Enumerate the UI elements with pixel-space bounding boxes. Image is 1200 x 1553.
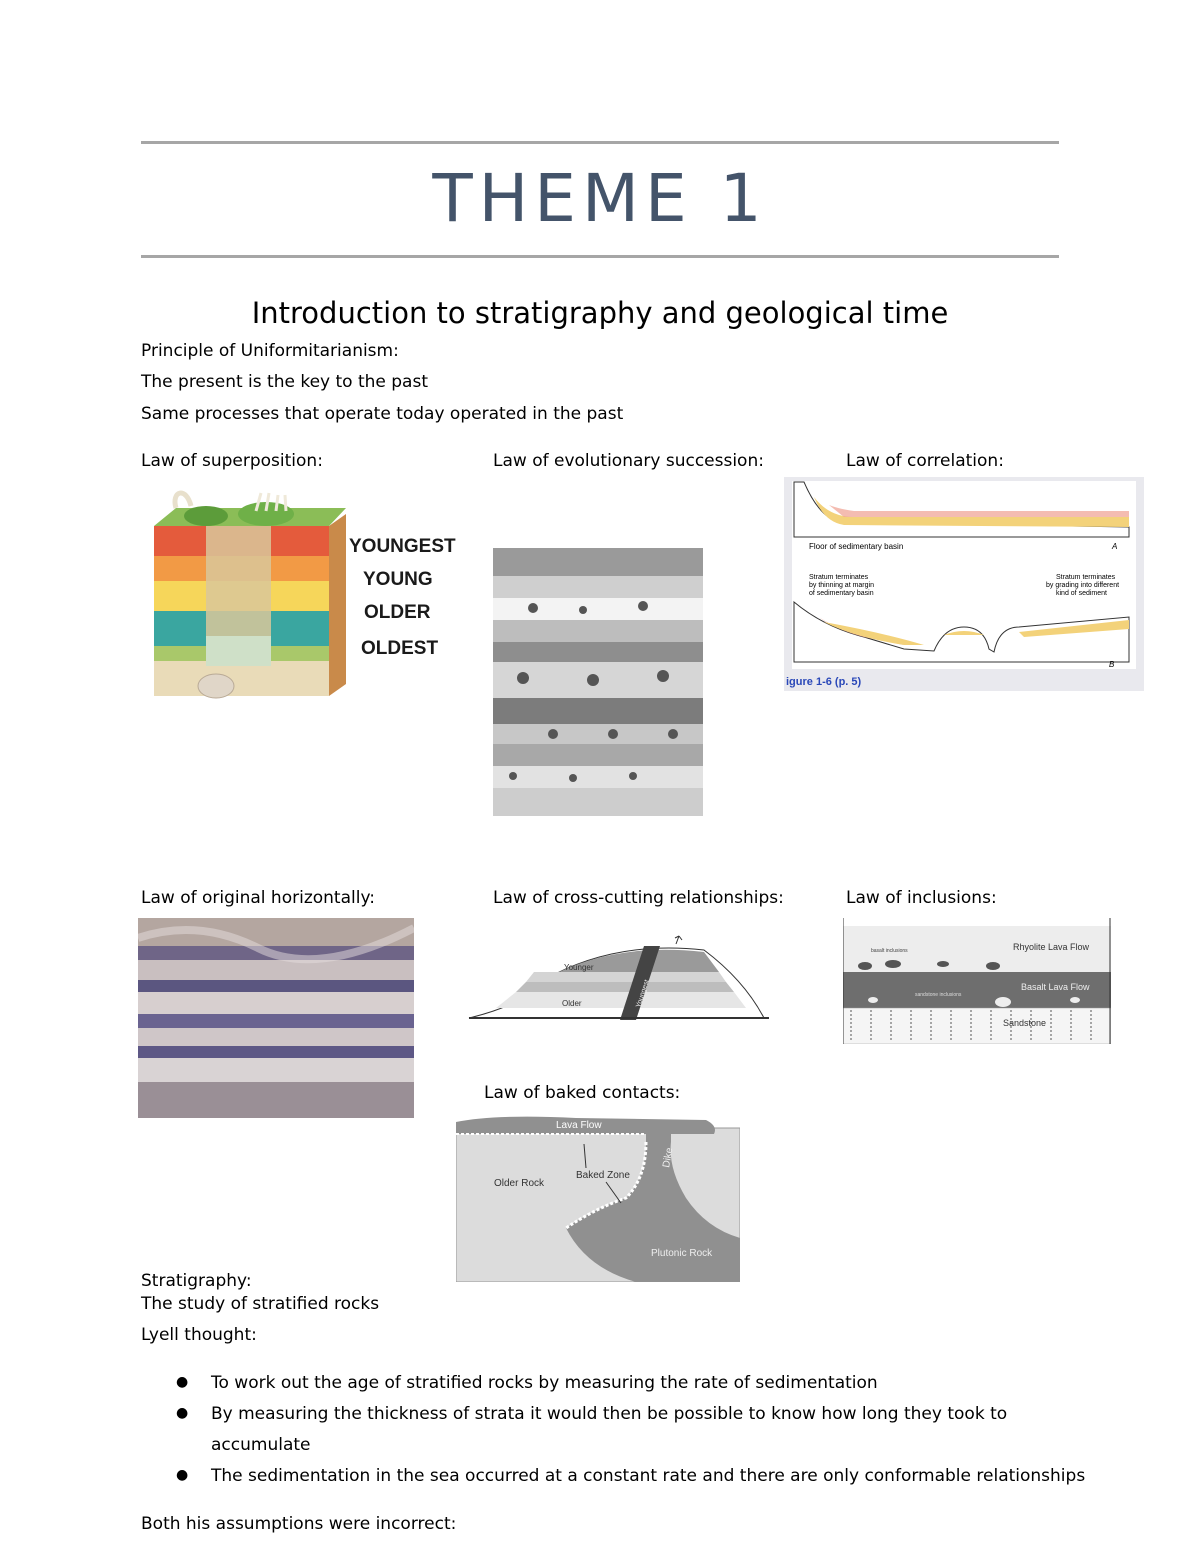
document-subtitle: Introduction to stratigraphy and geological time: [251, 296, 949, 330]
bullet-2: By measuring the thickness of strata it would then be possible to know how long they took to: [211, 1404, 1008, 1424]
left-note-1: Stratum terminates: [809, 574, 869, 581]
bullet-1: To work out the age of stratified rocks by measuring the rate of sedimentation: [211, 1373, 878, 1393]
younger-label: Younger: [564, 963, 594, 972]
crosscutting-label: Law of cross-cutting relationships:: [493, 888, 784, 908]
fossil-succession-diagram: [493, 548, 703, 816]
intro-line-3: Same processes that operate today operated in the past: [141, 404, 624, 424]
bullet-dot-icon: ●: [176, 1405, 189, 1421]
inclusions-label: Law of inclusions:: [846, 888, 997, 908]
bottom-rule: [141, 255, 1059, 258]
right-note-2: by grading into different: [1046, 582, 1120, 589]
superposition-label: Law of superposition:: [141, 451, 323, 471]
floor-caption: Floor of sedimentary basin: [809, 542, 904, 551]
bullet-2-continued: accumulate: [211, 1435, 311, 1455]
baked-label: Law of baked contacts:: [484, 1083, 681, 1103]
basalt-label: Basalt Lava Flow: [1021, 982, 1090, 992]
intro-line-1: Principle of Uniformitarianism:: [141, 341, 399, 361]
bullet-3: The sedimentation in the sea occurred at a constant rate and there are only conformable relationships: [211, 1466, 1086, 1486]
right-note-1: Stratum terminates: [1056, 574, 1116, 581]
older-label: Older: [562, 999, 582, 1008]
left-note-3: of sedimentary basin: [809, 590, 874, 597]
page-title: THEME 1: [432, 160, 768, 237]
evolutionary-label: Law of evolutionary succession:: [493, 451, 764, 471]
strata-block: [154, 493, 346, 698]
older-label: OLDER: [364, 602, 431, 623]
lava-flow-label: Lava Flow: [556, 1120, 602, 1131]
lyell-heading: Lyell thought:: [141, 1325, 257, 1345]
stratigraphy-heading: Stratigraphy:: [141, 1271, 252, 1291]
letter-b: B: [1109, 660, 1115, 669]
sandstone-inclusions-label: sandstone inclusions: [915, 992, 962, 998]
correlation-label: Law of correlation:: [846, 451, 1004, 471]
bullet-dot-icon: ●: [176, 1374, 189, 1390]
conclusion: Both his assumptions were incorrect:: [141, 1514, 457, 1534]
youngest-dike-label: Youngest: [635, 978, 651, 1009]
plutonic-label: Plutonic Rock: [651, 1248, 713, 1259]
inclusions-diagram: [843, 918, 1111, 1044]
crosscutting-diagram: [464, 930, 774, 1024]
young-label: YOUNG: [363, 569, 433, 590]
intro-line-2: The present is the key to the past: [141, 372, 428, 392]
baked-contacts-diagram: [456, 1108, 740, 1282]
basalt-inclusions-label: basalt inclusions: [871, 948, 908, 954]
left-note-2: by thinning at margin: [809, 582, 874, 589]
letter-a: A: [1112, 542, 1118, 551]
youngest-label: YOUNGEST: [349, 536, 456, 557]
horizontality-label: Law of original horizontally:: [141, 888, 375, 908]
oldest-label: OLDEST: [361, 638, 439, 659]
baked-zone-label: Baked Zone: [576, 1170, 630, 1181]
sandstone-label: Sandstone: [1003, 1018, 1047, 1028]
older-rock-label: Older Rock: [494, 1178, 545, 1189]
stratigraphy-definition: The study of stratified rocks: [141, 1294, 380, 1314]
correlation-diagram: [784, 477, 1144, 691]
bullet-dot-icon: ●: [176, 1467, 189, 1483]
dike-label: Dike: [661, 1146, 676, 1169]
superposition-diagram: [146, 486, 466, 706]
horizontal-strata-photo: [138, 918, 414, 1118]
figure-caption: igure 1-6 (p. 5): [786, 676, 862, 688]
top-rule: [141, 141, 1059, 144]
right-note-3: kind of sediment: [1056, 590, 1107, 597]
rhyolite-label: Rhyolite Lava Flow: [1013, 942, 1090, 952]
